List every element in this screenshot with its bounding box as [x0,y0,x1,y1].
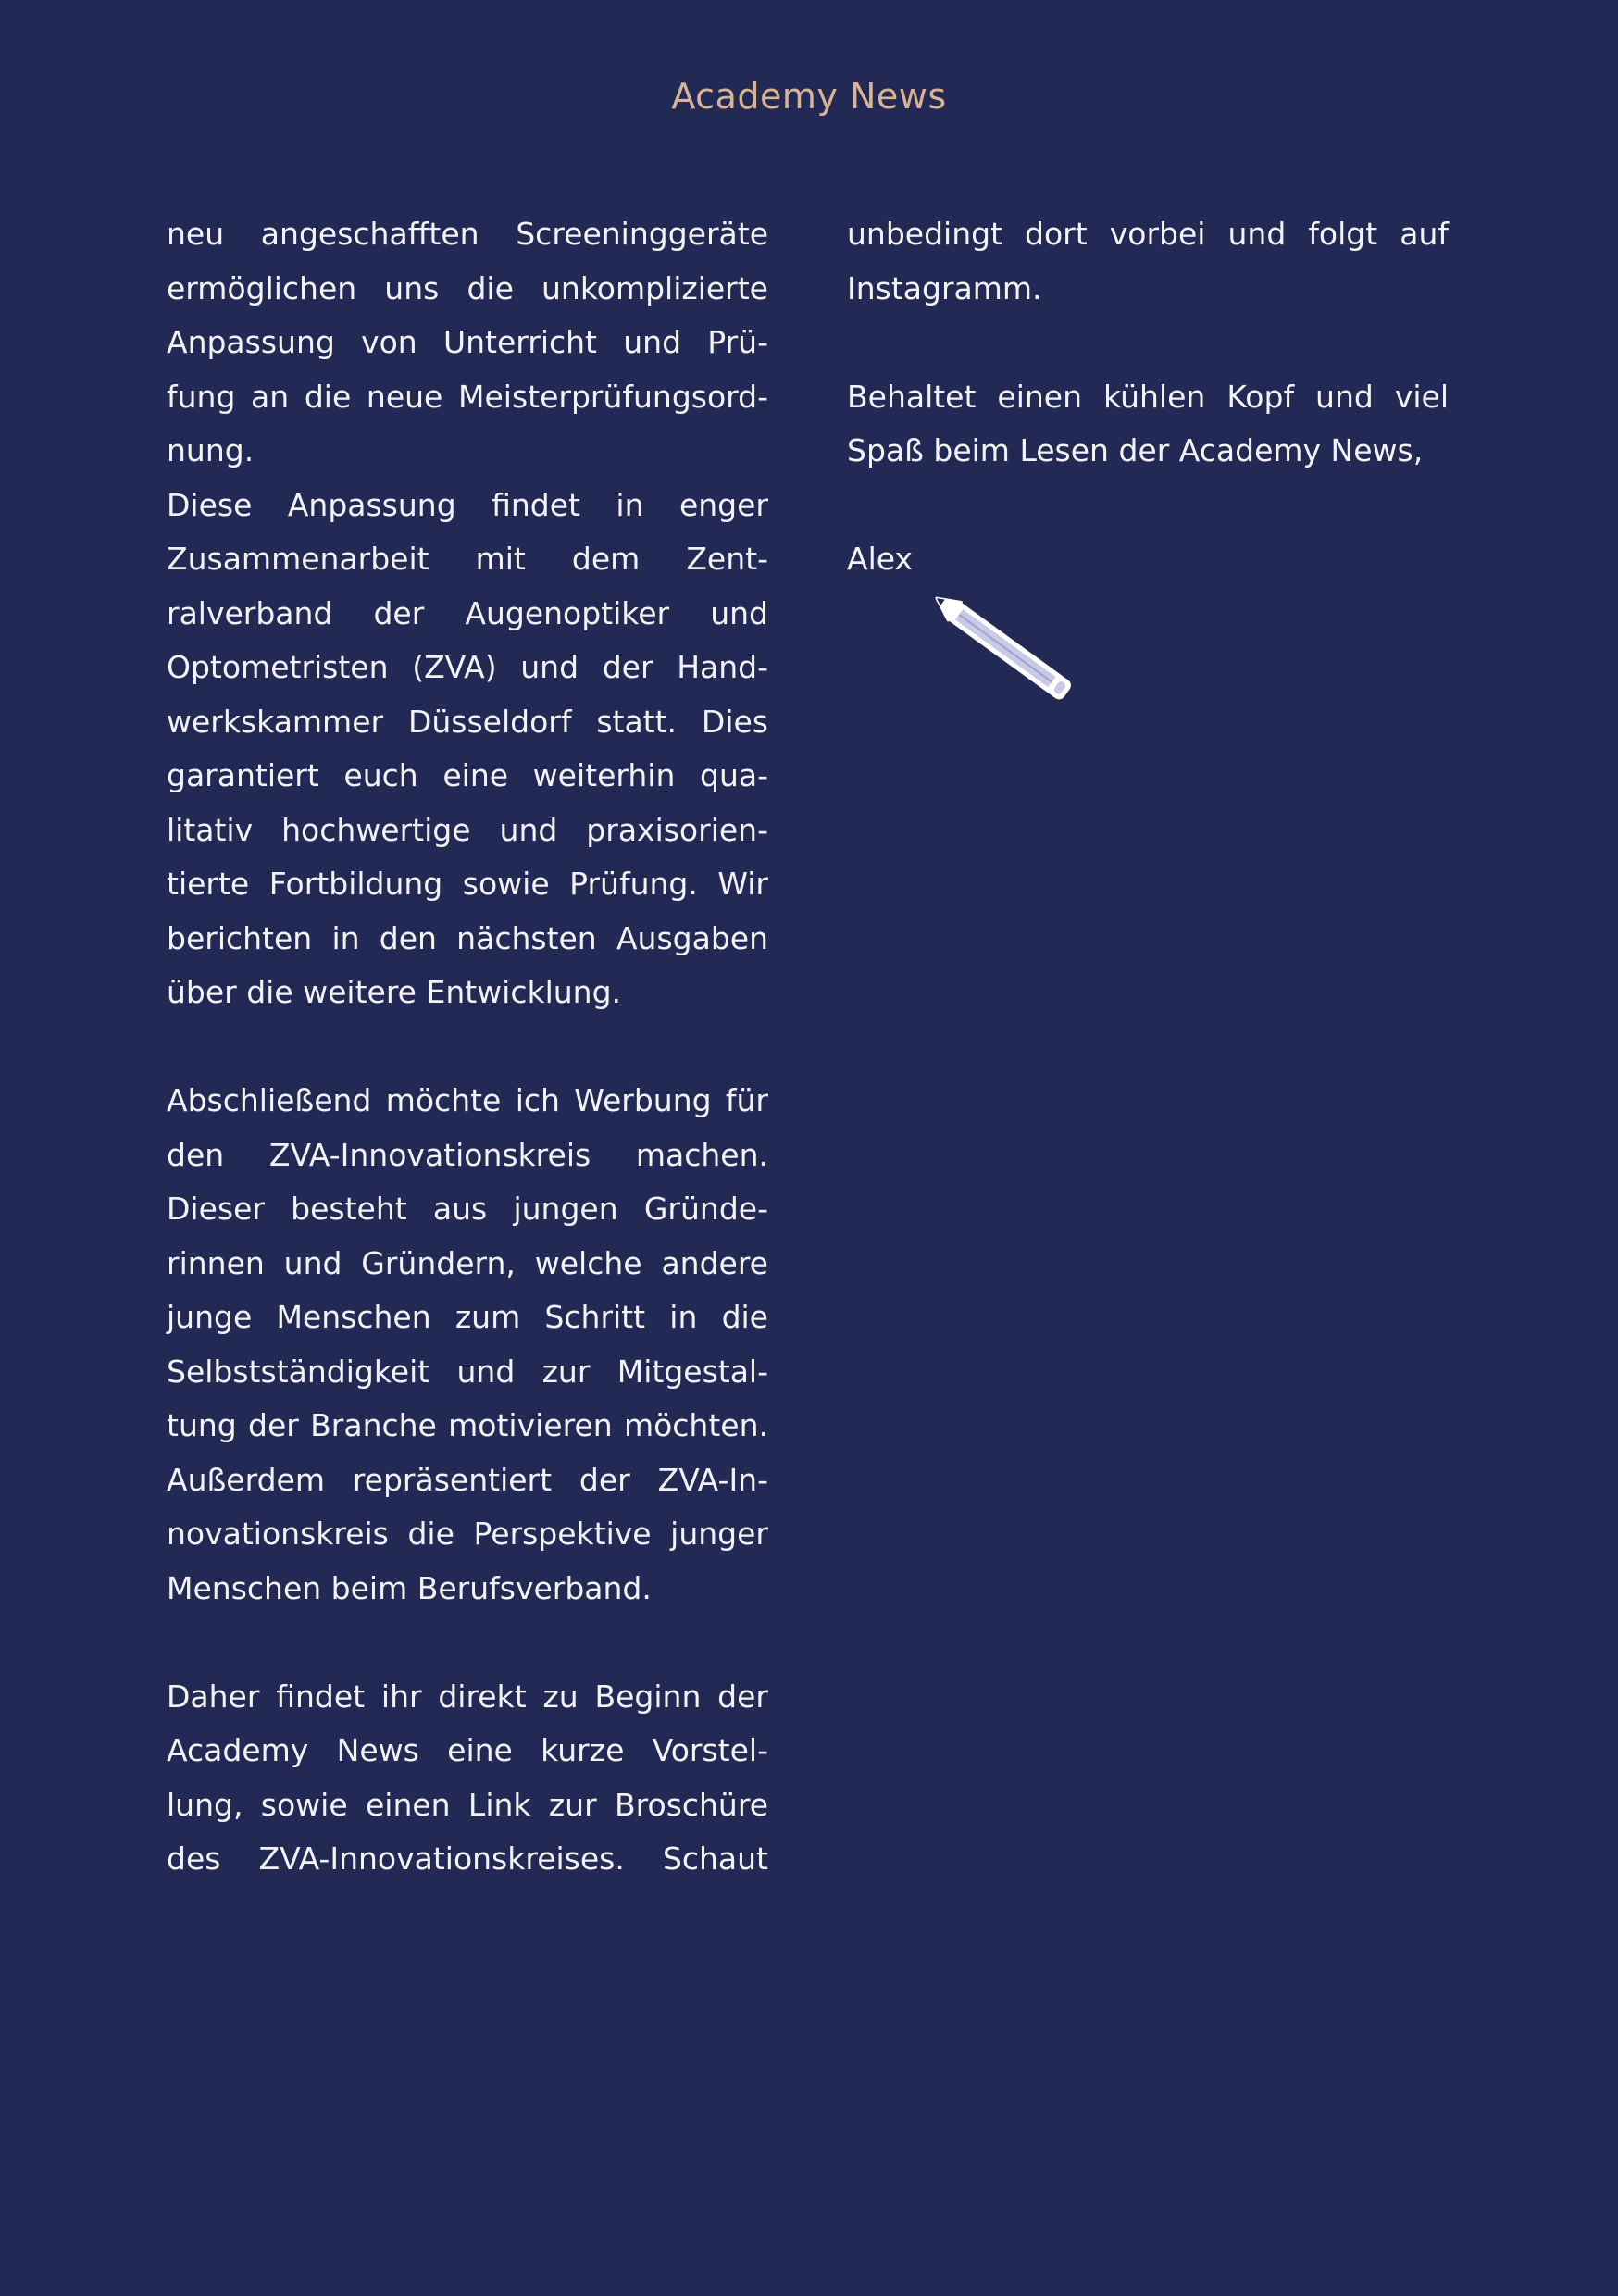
text-line: Außerdem repräsentiert der ZVA-In- [167,1461,768,1498]
text-line: Spaß beim Lesen der Academy News, [847,432,1424,468]
text-line: nung. [167,432,255,468]
text-line: rinnen und Gründern, welche andere [167,1244,768,1281]
text-line: Dieser besteht aus jungen Gründe- [167,1191,768,1227]
text-line: tung der Branche motivieren möchten. [167,1407,768,1443]
text-line: lung, sowie einen Link zur Broschüre [167,1786,768,1823]
pencil-icon [926,593,1101,731]
text-line: Optometristen (ZVA) und der Hand- [167,649,768,685]
text-line: ermöglichen uns die unkomplizierte [167,269,768,306]
paragraph-gap [847,316,1449,370]
text-line: fung an die neue Meisterprüfungsord- [167,378,768,415]
paragraph-instagram [847,207,1449,316]
text-line: des ZVA-Innovationskreises. Schaut [167,1841,768,1877]
text-line: Instagramm. [847,269,1042,306]
text-line: neu angeschafften Screeninggeräte [167,216,768,252]
text-line: werkskammer Düsseldorf statt. Dies [167,703,768,740]
text-line: berichten in den nächsten Ausgaben [167,919,768,956]
text-line: novationskreis die Perspektive junger [167,1516,768,1552]
text-line: junge Menschen zum Schritt in die [167,1299,768,1335]
text-line: Abschließend möchte ich Werbung für [167,1082,768,1118]
text-line: litativ hochwertige und praxisorien- [167,811,768,848]
text-line: über die weitere Entwicklung. [167,974,622,1010]
text-line: Menschen beim Berufsverband. [167,1569,652,1606]
text-line: Daher findet ihr direkt zu Beginn der [167,1678,768,1715]
text-line: Anpassung von Unterricht und Prü- [167,324,768,360]
text-line: Zusammenarbeit mit dem Zent- [167,541,768,577]
text-line: Academy News eine kurze Vorstel- [167,1732,768,1768]
left-text-column [167,207,768,1887]
text-line: ralverband der Augenoptiker und [167,594,768,631]
signature-name: Alex [847,541,913,577]
text-line: garantiert euch eine weiterhin qua- [167,757,768,793]
paragraph-screening [167,207,768,479]
text-line: Diese Anpassung findet in enger [167,486,768,523]
paragraph-gap [847,479,1449,533]
text-line: Selbstständigkeit und zur Mitgestal- [167,1353,768,1390]
text-line: Behaltet einen kühlen Kopf und viel [847,378,1449,415]
paragraph-closing [847,370,1449,479]
text-line: tierte Fortbildung sowie Prüfung. Wir [167,866,768,902]
paragraph-innovation-circle [167,1074,768,1616]
text-line: unbedingt dort vorbei und folgt auf [847,216,1449,252]
text-line: den ZVA-Innovationskreis machen. [167,1136,768,1173]
paragraph-cooperation [167,479,768,1020]
paragraph-gap [167,1616,768,1670]
page-header-title: Academy News [671,76,947,117]
paragraph-introduction [167,1670,768,1887]
paragraph-gap [167,1020,768,1075]
right-text-column [847,207,1449,587]
